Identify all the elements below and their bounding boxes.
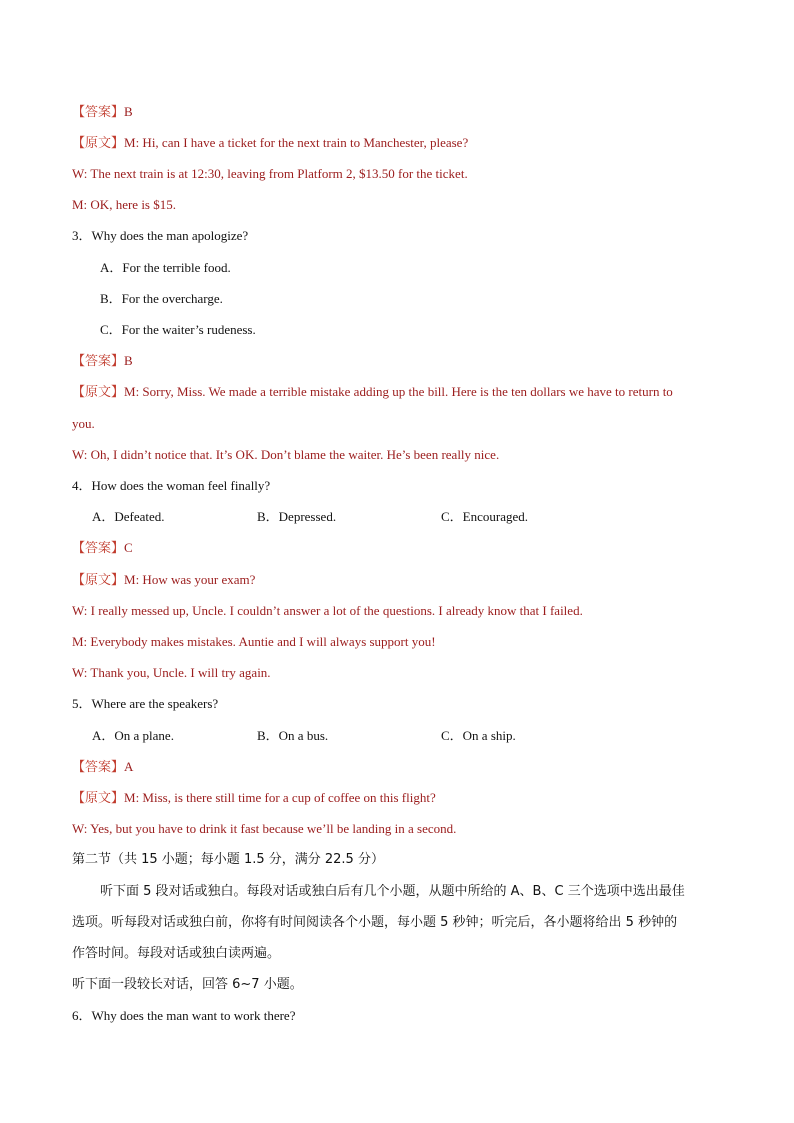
answer-line — [72, 539, 133, 557]
option-a: A．On a plane. — [92, 728, 174, 743]
transcript-line: W: I really messed up, Uncle. I couldn’t answer a lot of the questions. I already know that I failed. — [72, 603, 583, 618]
transcript-tag: 【原文】 — [72, 791, 125, 806]
answer-value: B — [124, 104, 133, 119]
option-a: A．For the terrible food. — [100, 260, 231, 275]
section-heading: 第二节（共 15 小题；每小题 1.5 分，满分 22.5 分） — [72, 852, 384, 867]
option-b: B．For the overcharge. — [100, 291, 223, 306]
transcript-line: W: Thank you, Uncle. I will try again. — [72, 665, 271, 680]
transcript-tag: 【原文】 — [72, 136, 125, 151]
transcript-line: W: Oh, I didn’t notice that. It’s OK. Don’t blame the waiter. He’s been really nice. — [72, 447, 500, 462]
answer-line — [72, 352, 133, 370]
question-4: 4．How does the woman feel finally? — [72, 478, 271, 493]
transcript-first-line — [72, 383, 673, 401]
transcript-text: M: How was your exam? — [124, 572, 256, 587]
instruction-line: 听下面 5 段对话或独白。每段对话或独白后有几个小题，从题中所给的 A、B、C 三个选项中选出最佳 — [100, 884, 685, 899]
question-3: 3．Why does the man apologize? — [72, 228, 249, 243]
answer-tag: 【答案】 — [72, 541, 125, 556]
answer-value: B — [124, 353, 133, 368]
answer-tag: 【答案】 — [72, 354, 125, 369]
transcript-first-line — [72, 571, 255, 589]
option-b: B．Depressed. — [257, 509, 337, 524]
option-c: C．Encouraged. — [441, 509, 529, 524]
question-5: 5．Where are the speakers? — [72, 696, 219, 711]
transcript-text: M: Hi, can I have a ticket for the next train to Manchester, please? — [124, 135, 469, 150]
answer-value: A — [124, 759, 134, 774]
transcript-tag: 【原文】 — [72, 385, 125, 400]
instruction-line: 选项。听每段对话或独白前，你将有时间阅读各个小题，每小题 5 秒钟；听完后，各小题将给出 5 秒钟的 — [72, 915, 678, 930]
option-c: C．For the waiter’s rudeness. — [100, 322, 256, 337]
transcript-first-line — [72, 789, 436, 807]
transcript-line: M: OK, here is $15. — [72, 197, 176, 212]
question-6: 6．Why does the man want to work there? — [72, 1008, 296, 1023]
sub-instruction: 听下面一段较长对话，回答 6~7 小题。 — [72, 977, 303, 992]
transcript-line: M: Everybody makes mistakes. Auntie and I will always support you! — [72, 634, 436, 649]
answer-line — [72, 103, 133, 121]
answer-tag: 【答案】 — [72, 105, 125, 120]
answer-value: C — [124, 540, 133, 555]
transcript-text: M: Miss, is there still time for a cup of coffee on this flight? — [124, 790, 436, 805]
transcript-tag: 【原文】 — [72, 573, 125, 588]
option-a: A．Defeated. — [92, 509, 165, 524]
instruction-line: 作答时间。每段对话或独白读两遍。 — [72, 946, 281, 961]
transcript-line: W: The next train is at 12:30, leaving from Platform 2, $13.50 for the ticket. — [72, 166, 468, 181]
transcript-text: M: Sorry, Miss. We made a terrible mistake adding up the bill. Here is the ten dollars we have to return to — [124, 384, 673, 399]
transcript-line: W: Yes, but you have to drink it fast because we’ll be landing in a second. — [72, 821, 457, 836]
option-c: C．On a ship. — [441, 728, 516, 743]
answer-tag: 【答案】 — [72, 760, 125, 775]
transcript-line: you. — [72, 416, 95, 431]
transcript-first-line — [72, 134, 468, 152]
answer-line — [72, 758, 133, 776]
option-b: B．On a bus. — [257, 728, 329, 743]
